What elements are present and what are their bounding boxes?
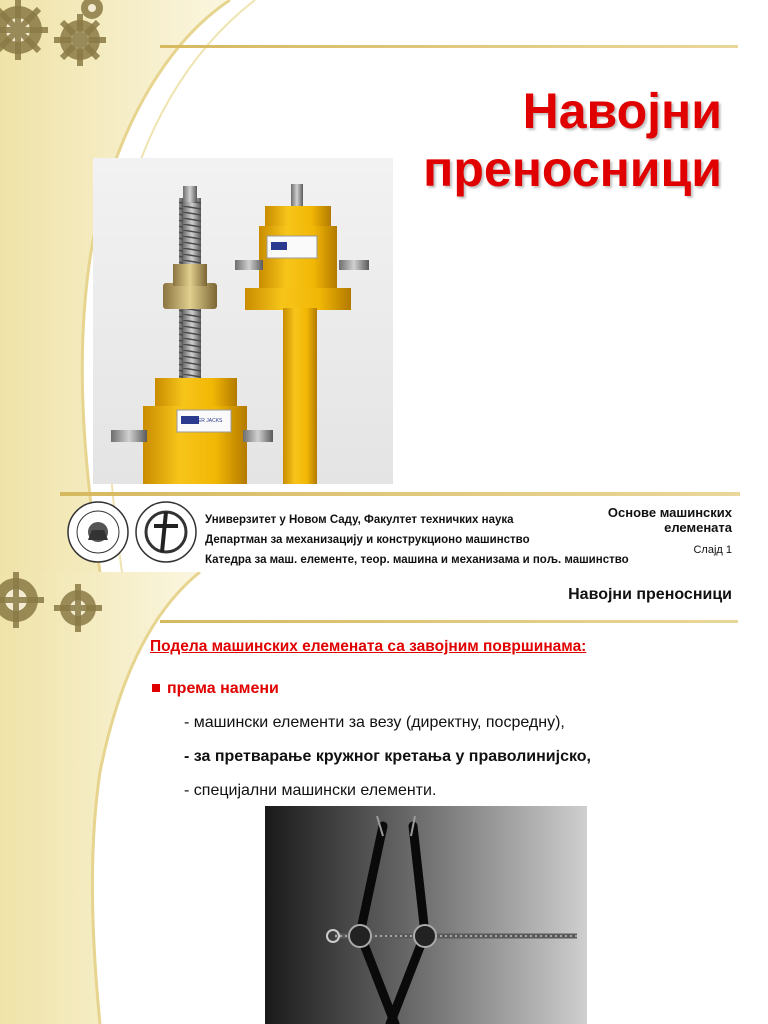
slide-2-divider-line <box>160 620 738 623</box>
title-line-2: преносници <box>423 141 722 197</box>
list-item: - специјални машински елементи. <box>184 782 437 799</box>
scissor-jack-photo <box>265 806 587 1024</box>
footer-top-line <box>60 492 740 496</box>
slide-number: Слајд 1 <box>693 544 732 556</box>
footer-line-department: Департман за механизацију и конструкционо машинство <box>205 534 530 546</box>
list-item: - машински елементи за везу (директну, посредну), <box>184 714 565 731</box>
footer-line-chair: Катедра за маш. елементе, теор. машина и механизама и пољ. машинство <box>205 554 629 566</box>
top-divider-line <box>160 45 738 48</box>
list-item: - за претварање кружног кретања у праволинијско, <box>184 748 591 765</box>
product-brand-label: POWER JACKS <box>186 418 223 424</box>
gears-icon <box>0 0 130 100</box>
bullet-item <box>152 680 279 698</box>
footer-line-university: Универзитет у Новом Саду, Факултет техничких наука <box>205 514 514 526</box>
slide-2-title: Навојни преносници <box>568 586 732 603</box>
faculty-logo <box>134 500 198 564</box>
footer-course-info <box>608 505 732 558</box>
slide-2 <box>0 572 768 1024</box>
slide-title <box>423 82 722 198</box>
title-line-1: Навојни <box>522 83 722 139</box>
gears-icon <box>0 572 120 662</box>
bullet-square-icon <box>152 684 160 692</box>
course-name-line-1: Основе машинских <box>607 505 732 520</box>
footer-institution <box>205 510 629 570</box>
bullet-label: према намени <box>167 680 279 697</box>
section-heading: Подела машинских елемената са завојним површинама: <box>150 638 587 655</box>
course-name-line-2: елемената <box>664 520 732 535</box>
university-seal-logo <box>66 500 130 564</box>
screw-jacks-photo <box>93 158 393 484</box>
